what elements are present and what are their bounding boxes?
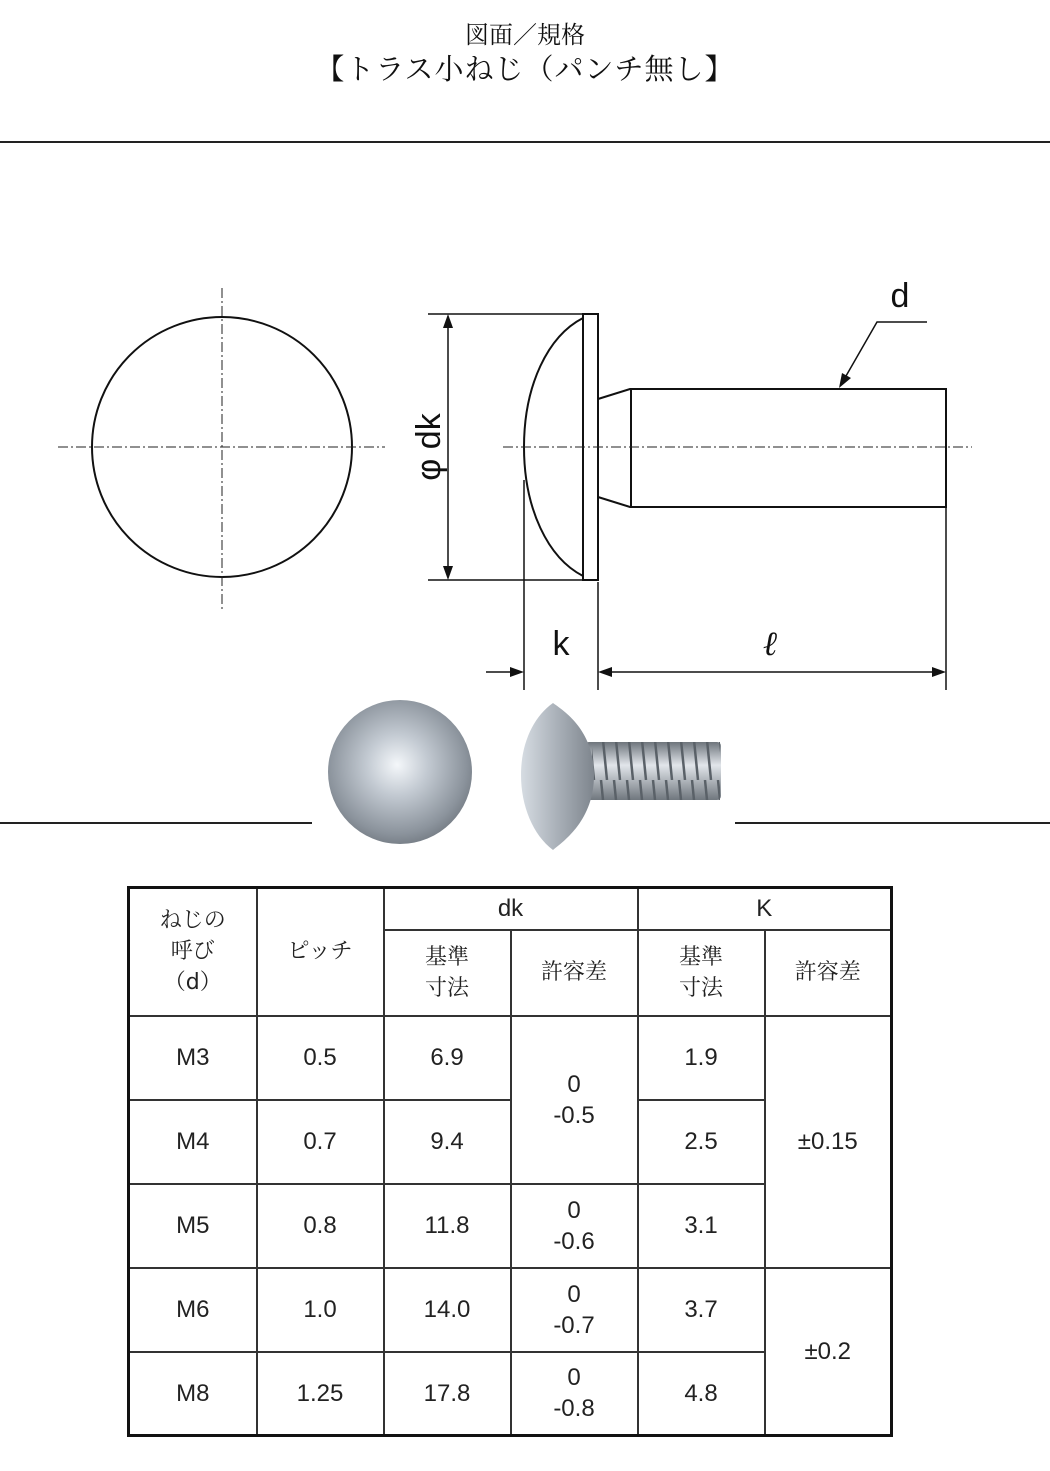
header-pitch: ピッチ xyxy=(257,888,384,1016)
shank-outline xyxy=(598,389,946,507)
screw-side-photo xyxy=(521,703,594,850)
page-subtitle: 図面／規格 xyxy=(465,21,585,49)
table-row xyxy=(129,1268,892,1352)
label-dk: φ dk xyxy=(410,413,448,481)
header-nominal: ねじの 呼び （d） xyxy=(129,888,257,1016)
header-k: K xyxy=(638,888,892,930)
cell-pitch: 1.25 xyxy=(257,1352,384,1436)
cell-dk: 17.8 xyxy=(384,1352,511,1436)
cell-pitch: 0.5 xyxy=(257,1016,384,1100)
cell-k: 4.8 xyxy=(638,1352,765,1436)
cell-pitch: 0.8 xyxy=(257,1184,384,1268)
cell-dk: 9.4 xyxy=(384,1100,511,1184)
cell-k-tolerance: ±0.2 xyxy=(765,1268,892,1436)
cell-dk-tolerance: 0 -0.7 xyxy=(511,1268,638,1352)
header-dk-tolerance: 許容差 xyxy=(511,930,638,1016)
cell-k-tolerance: ±0.15 xyxy=(765,1016,892,1268)
d-leader-line xyxy=(846,322,927,376)
header-dk-standard: 基準 寸法 xyxy=(384,930,511,1016)
cell-dk-tolerance: 0 -0.8 xyxy=(511,1352,638,1436)
cell-k: 3.1 xyxy=(638,1184,765,1268)
technical-drawing xyxy=(0,260,1050,690)
cell-nominal: M6 xyxy=(129,1268,257,1352)
cell-pitch: 1.0 xyxy=(257,1268,384,1352)
spec-table xyxy=(127,886,893,1437)
cell-dk: 6.9 xyxy=(384,1016,511,1100)
table-row xyxy=(129,1016,892,1100)
cell-nominal: M4 xyxy=(129,1100,257,1184)
header-k-tolerance: 許容差 xyxy=(765,930,892,1016)
label-l: ℓ xyxy=(762,624,778,664)
cell-nominal: M3 xyxy=(129,1016,257,1100)
cell-k: 2.5 xyxy=(638,1100,765,1184)
cell-nominal: M8 xyxy=(129,1352,257,1436)
cell-dk-tolerance: 0 -0.5 xyxy=(511,1016,638,1184)
header-k-standard: 基準 寸法 xyxy=(638,930,765,1016)
screw-top-photo xyxy=(328,700,472,844)
header-dk: dk xyxy=(384,888,638,930)
label-k: k xyxy=(552,625,570,663)
cell-pitch: 0.7 xyxy=(257,1100,384,1184)
cell-dk-tolerance: 0 -0.6 xyxy=(511,1184,638,1268)
cell-dk: 14.0 xyxy=(384,1268,511,1352)
cell-k: 1.9 xyxy=(638,1016,765,1100)
page-title: 【トラス小ねじ（パンチ無し】 xyxy=(315,52,735,86)
label-d: d xyxy=(890,277,910,315)
product-photos xyxy=(0,690,1050,860)
cell-dk: 11.8 xyxy=(384,1184,511,1268)
top-divider xyxy=(0,141,1050,143)
cell-nominal: M5 xyxy=(129,1184,257,1268)
cell-k: 3.7 xyxy=(638,1268,765,1352)
